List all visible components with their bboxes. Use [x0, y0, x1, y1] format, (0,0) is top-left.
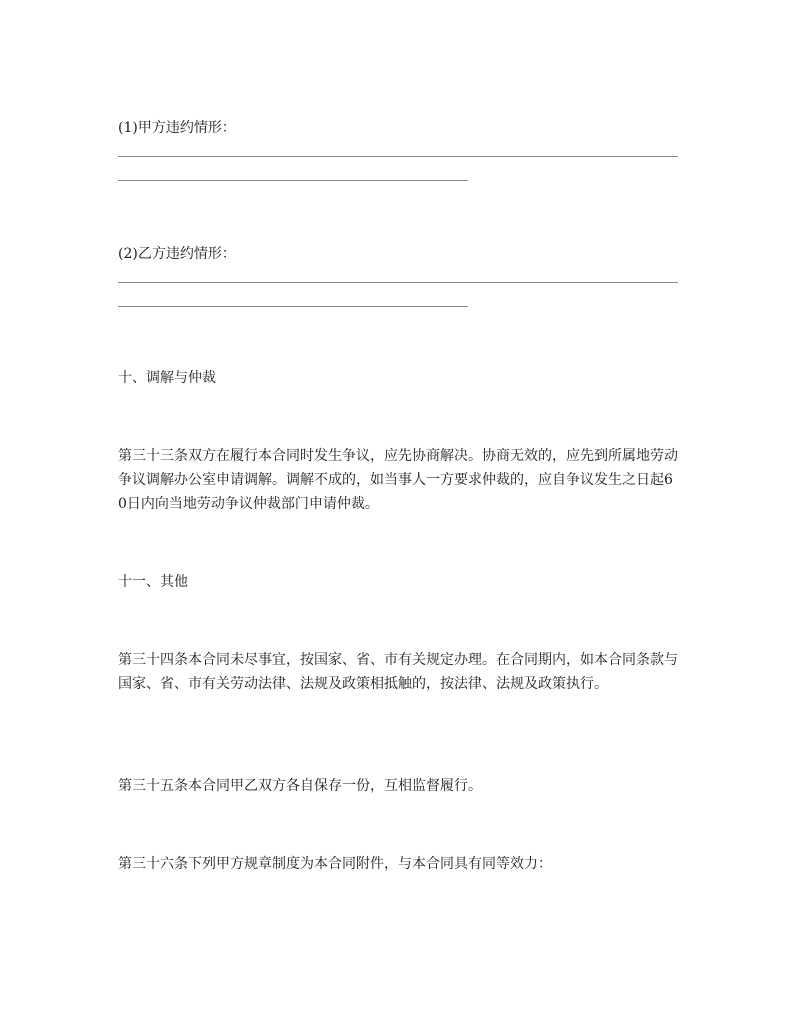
- fill-in-line: [118, 156, 678, 157]
- fill-in-line: [118, 180, 468, 181]
- fill-in-line: [118, 306, 468, 307]
- section-heading-mediation: 十、调解与仲裁: [118, 370, 216, 386]
- article-34: 第三十四条本合同未尽事宜，按国家、省、市有关规定办理。在合同期内，如本合同条款与国家、省、市有关劳动法律、法规及政策相抵触的，按法律、法规及政策执行。: [118, 652, 678, 692]
- fill-in-line: [118, 282, 678, 283]
- article-35: 第三十五条本合同甲乙双方各自保存一份，互相监督履行。: [118, 778, 482, 794]
- article-33: 第三十三条双方在履行本合同时发生争议，应先协商解决。协商无效的，应先到所属地劳动争议调解办公室申请调解。调解不成的，如当事人一方要求仲裁的，应自争议发生之日起60日内向当地劳动争议仲裁部门申请仲裁。: [118, 448, 678, 512]
- article-36: 第三十六条下列甲方规章制度为本合同附件，与本合同具有同等效力：: [118, 856, 552, 872]
- breach-party-a-label: (1)甲方违约情形：: [118, 120, 236, 136]
- breach-party-b-label: (2)乙方违约情形：: [118, 246, 236, 262]
- section-heading-other: 十一、其他: [118, 574, 188, 590]
